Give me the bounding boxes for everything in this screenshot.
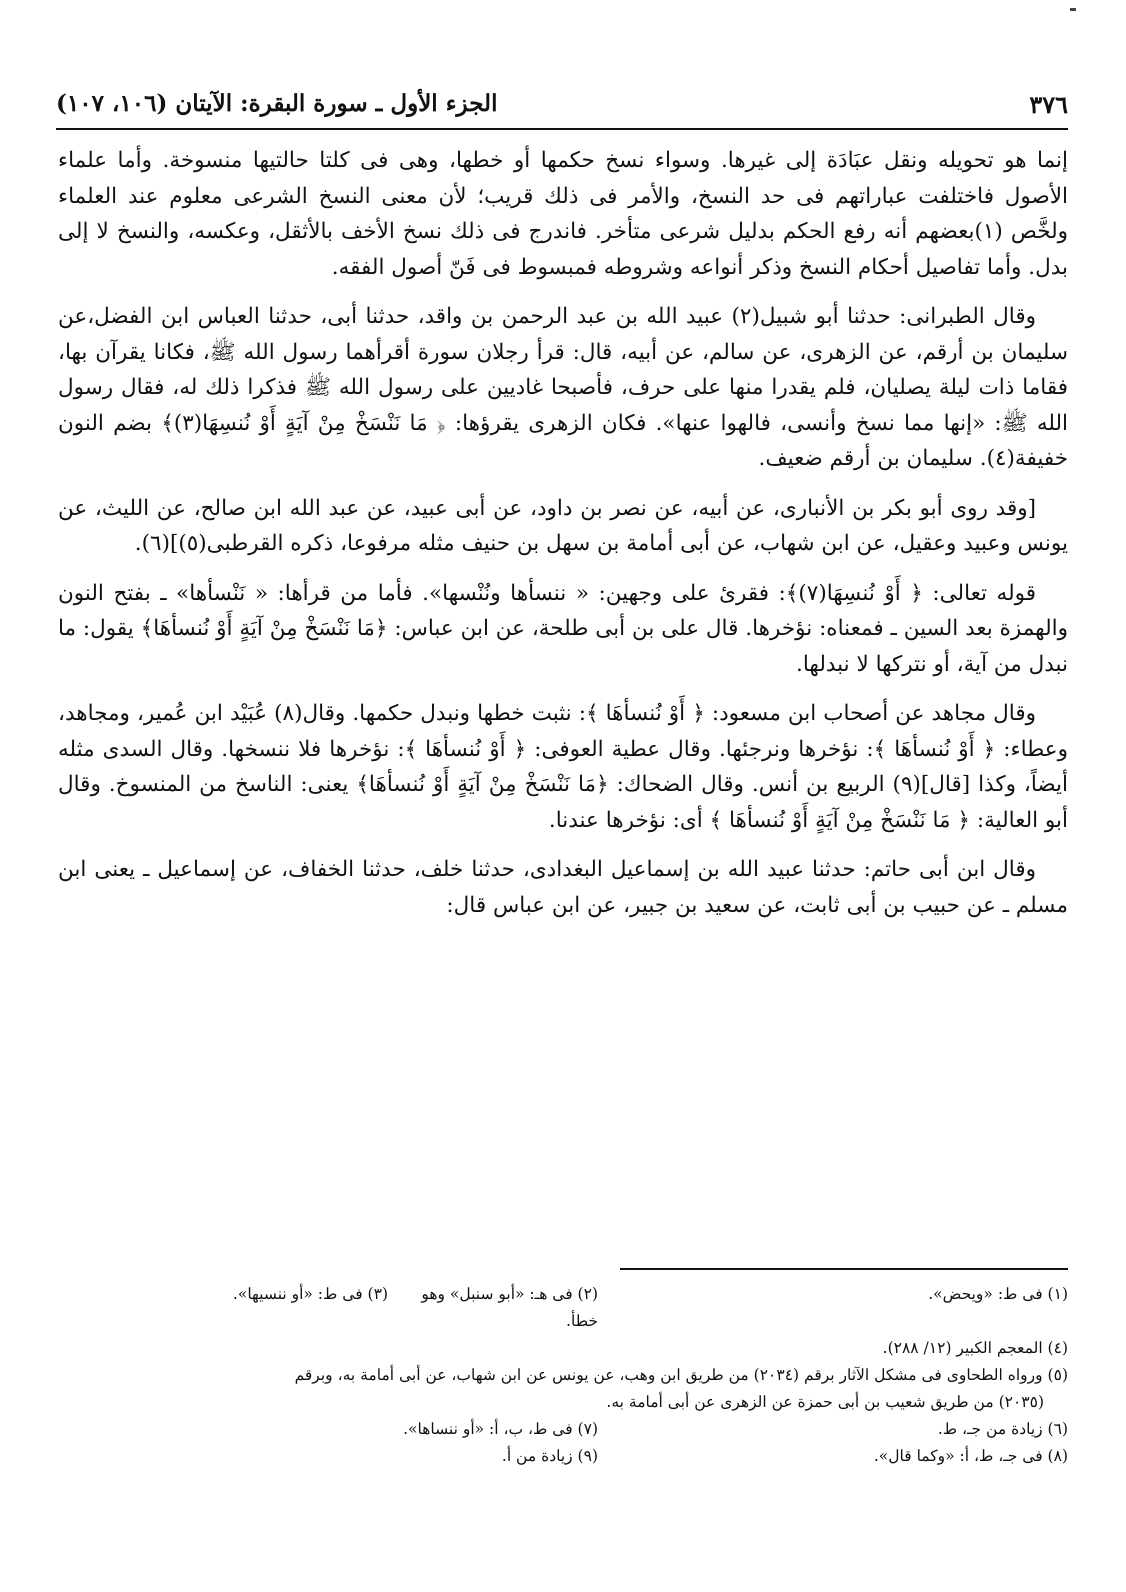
footnote: (٤) المعجم الكبير (١٢/ ٢٨٨). <box>882 1339 1068 1357</box>
footnote: (٦) زيادة من جـ، ط. <box>937 1420 1068 1438</box>
footnote: (٣) فى ط: «أو ننسيها». <box>232 1285 388 1303</box>
footnote: (٨) فى جـ، ط، أ: «وكما قال». <box>873 1447 1068 1465</box>
paragraph: وقال ابن أبى حاتم: حدثنا عبيد الله بن إسماعيل البغدادى، حدثنا خلف، حدثنا الخفاف، عن إسماعيل ـ يعنى ابن مسلم ـ عن حبيب بن أبى ثابت، عن سعيد بن جبير، عن ابن عباس قال: <box>58 857 1068 918</box>
paragraph: إنما هو تحويله ونقل عبَادَة إلى غيرها. وسواء نسخ حكمها أو خطها، وهى فى كلتا حالتيها منسوخة. وأما علماء الأصول فاختلفت عباراتهم فى حد النسخ، والأمر فى ذلك قريب؛ لأن معنى النسخ الشرعى معلوم عند العلماء ولخَّص (١)بعضهم أنه رفع الحكم بدليل شرعى متأخر. فاندرج فى ذلك نسخ الأخف بالأثقل، وعكسه، والنسخ لا إلى بدل. وأما تفاصيل أحكام النسخ وذكر أنواعه وشروطه فمبسوط فى فَنّ أصول الفقه. <box>58 148 1069 280</box>
paragraph: [وقد روى أبو بكر بن الأنبارى، عن أبيه، عن نصر بن داود، عن أبى عبيد، عن عبد الله ابن صالح، عن الليث، عن يونس وعبيد وعقيل، عن ابن شهاب، عن أبى أمامة بن سهل بن حنيف مثله مرفوعا، ذكره القرطبى(٥)](٦). <box>58 495 1068 556</box>
footnote: (١) فى ط: «ويحض». <box>928 1285 1068 1303</box>
footnote: (٧) فى ط، ب، أ: «أو ننساها». <box>403 1420 598 1438</box>
footnote-separator <box>620 1268 1068 1270</box>
footnote: (٥) ورواه الطحاوى فى مشكل الآثار برقم (٢٠٣٤) من طريق ابن وهب، عن يونس عن ابن شهاب، عن أبى أمامة به، وبرقم <box>294 1366 1068 1384</box>
running-title: الجزء الأول ـ سورة البقرة: الآيتان (١٠٦، ١٠٧) <box>56 90 498 117</box>
running-header <box>56 90 1068 130</box>
main-text <box>58 143 1068 937</box>
footnote-row <box>58 1416 1068 1443</box>
footnote-row <box>58 1443 1068 1470</box>
paragraph: قوله تعالى: ﴿ أَوْ نُنسِهَا(٧)﴾: فقرئ على وجهين: « ننسأها ونُنْسها». فأما من قرأها: « نَنْسأها» ـ بفتح النون والهمزة بعد السين ـ فمعناه: نؤخرها. قال على بن أبى طلحة، عن ابن عباس: ﴿مَا نَنْسَخْ مِنْ آيَةٍ أَوْ نُنسأهَا﴾ يقول: ما نبدل من آية، أو نتركها لا نبدلها. <box>58 580 1068 677</box>
footnote-continuation: (٢٠٣٥) من طريق شعيب بن أبى حمزة عن الزهرى عن أبى أمامة به. <box>606 1393 1044 1411</box>
paragraph: وقال مجاهد عن أصحاب ابن مسعود: ﴿ أَوْ نُنسأهَا ﴾: نثبت خطها ونبدل حكمها. وقال(٨) عُبَيْد ابن عُمير، ومجاهد، وعطاء: ﴿ أَوْ نُنسأهَا ﴾: نؤخرها ونرجئها. وقال عطية العوفى: ﴿ أَوْ نُنسأهَا ﴾: نؤخرها فلا ننسخها. وقال السدى مثله أيضاً، وكذا [قال](٩) الربيع بن أنس. وقال الضحاك: ﴿مَا نَنْسَخْ مِنْ آيَةٍ أَوْ نُنسأهَا﴾ يعنى: الناسخ من المنسوخ. وقال أبو العالية: ﴿ مَا نَنْسَخْ مِنْ آيَةٍ أَوْ نُنسأهَا ﴾ أى: نؤخرها عندنا. <box>58 701 1068 833</box>
scan-mark <box>1070 8 1076 11</box>
page-number: ٣٧٦ <box>1029 90 1068 119</box>
footnote: (٩) زيادة من أ. <box>501 1447 598 1465</box>
paragraph: وقال الطبرانى: حدثنا أبو شبيل(٢) عبيد الله بن عبد الرحمن بن واقد، حدثنا أبى، حدثنا العباس ابن الفضل،عن سليمان بن أرقم، عن الزهرى، عن سالم، عن أبيه، قال: قرأ رجلان سورة أقرأهما رسول الله ﷺ، فكانا يقرآن بها، فقاما ذات ليلة يصليان، فلم يقدرا منها على حرف، فأصبحا غاديين على رسول الله ﷺ فذكرا ذلك له، فقال رسول الله ﷺ: «إنها مما نسخ وأنسى، فالهوا عنها». فكان الزهرى يقرؤها: ﴿ مَا نَنْسَخْ مِنْ آيَةٍ أَوْ نُنسِهَا(٣)﴾ بضم النون خفيفة(٤). سليمان بن أرقم ضعيف. <box>58 304 1069 471</box>
footnote-row <box>58 1281 1068 1335</box>
footnotes <box>58 1281 1068 1470</box>
footnote: (٢) فى هـ: «أبو سنبل» وهو خطأ. <box>421 1285 598 1330</box>
